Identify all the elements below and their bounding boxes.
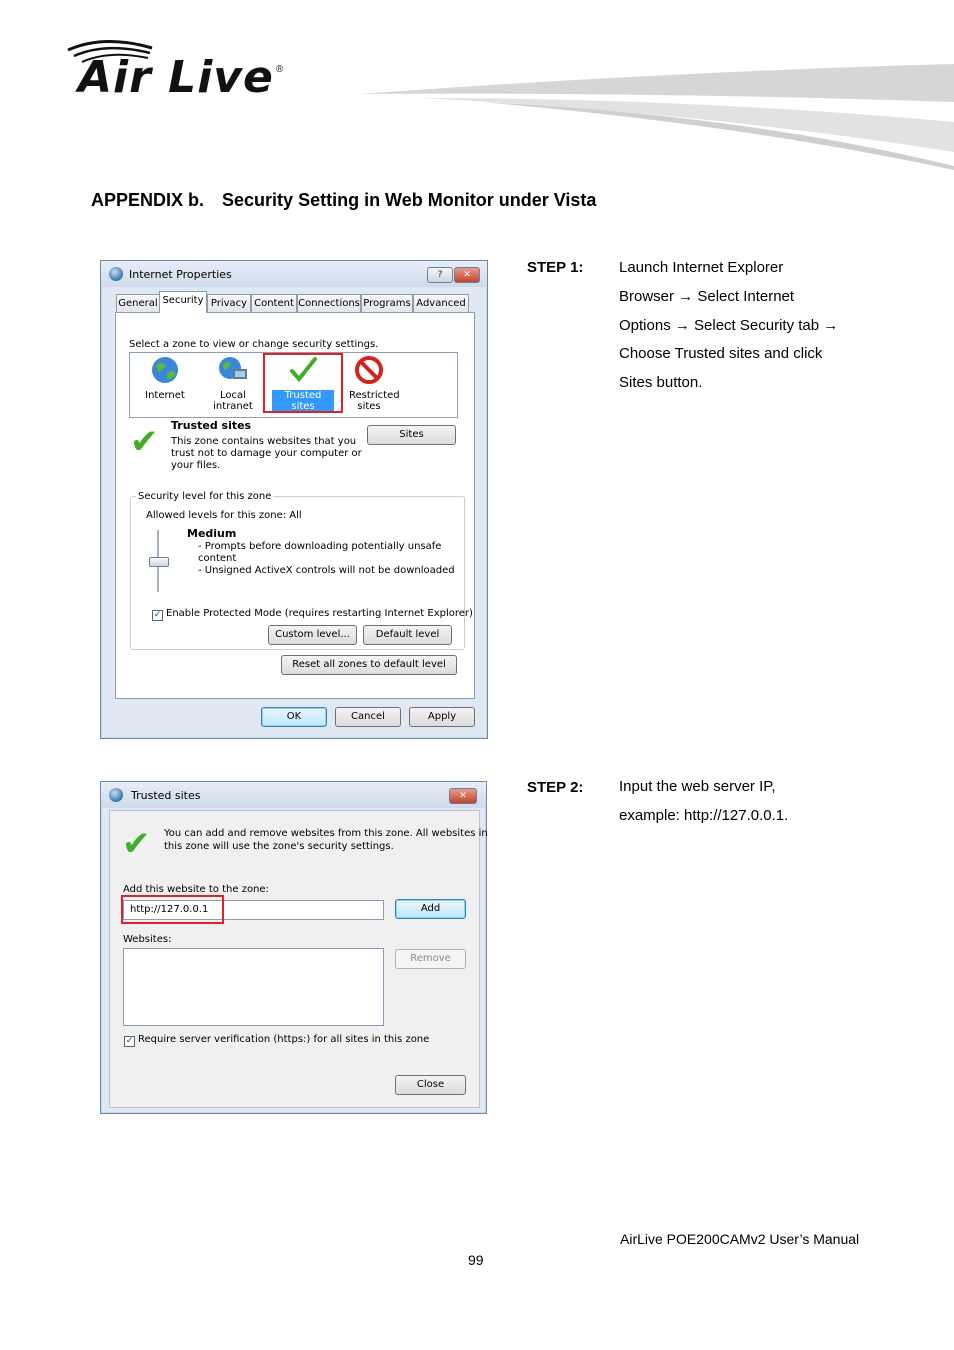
step1-line-3: Options → Select Security tab →: [619, 316, 839, 334]
zone-restricted-sites[interactable]: [340, 355, 398, 412]
zone-desc-line-2: trust not to damage your computer or: [171, 448, 362, 459]
https-check-icon: ✓: [125, 1036, 134, 1046]
tab-connections[interactable]: Connections: [297, 294, 361, 312]
step1-label: STEP 1:: [527, 259, 584, 276]
apply-button[interactable]: Apply: [409, 707, 475, 727]
appendix-title: Security Setting in Web Monitor under Vista: [222, 190, 597, 210]
https-check-label: Require server verification (https:) for all sites in this zone: [138, 1034, 430, 1045]
internet-properties-dialog: [100, 260, 488, 739]
internet-options-icon: [109, 267, 123, 281]
zone-heading: Trusted sites: [171, 419, 252, 432]
trusted-sites-dialog: [100, 781, 487, 1114]
step1-text: [619, 254, 838, 398]
default-level-button[interactable]: Default level: [363, 625, 452, 645]
close-button[interactable]: Close: [395, 1075, 466, 1095]
trusted-sites-app-icon: [109, 788, 123, 802]
reset-zones-button[interactable]: Reset all zones to default level: [281, 655, 457, 675]
allowed-levels-text: Allowed levels for this zone: All: [146, 510, 302, 521]
zone-internet-label: Internet: [145, 390, 185, 401]
security-level-group-label: Security level for this zone: [138, 491, 272, 502]
step1-line-1: Launch Internet Explorer: [619, 259, 784, 276]
tab-security[interactable]: Security: [159, 291, 207, 313]
step2-label: STEP 2:: [527, 779, 584, 796]
cancel-button[interactable]: Cancel: [335, 707, 401, 727]
appendix-heading: [91, 190, 596, 211]
info-line-1: You can add and remove websites from this zone. All websites in: [164, 828, 488, 839]
level-desc-line-1: - Prompts before downloading potentially unsafe: [198, 541, 442, 552]
trusted-sites-highlight: [263, 353, 343, 413]
trusted-titlebar: [101, 782, 486, 808]
step2-line-1: Input the web server IP,: [619, 778, 776, 795]
protected-mode-checkbox[interactable]: [152, 608, 473, 621]
protected-mode-label: Enable Protected Mode (requires restarting Internet Explorer): [166, 608, 473, 619]
airlive-logo: Air Live: [78, 52, 274, 103]
appendix-label: APPENDIX b.: [91, 190, 205, 210]
zone-desc-line-3: your files.: [171, 460, 221, 471]
add-button[interactable]: Add: [395, 899, 466, 919]
step1-line-4: Choose Trusted sites and click: [619, 345, 823, 363]
https-checkbox[interactable]: [124, 1034, 429, 1047]
step1-line-5: Sites button.: [619, 374, 703, 392]
trusted-close-window-button[interactable]: ✕: [449, 788, 477, 804]
trusted-zone-check-icon: ✔: [130, 422, 159, 462]
info-line-2: this zone will use the zone's security settings.: [164, 841, 394, 852]
add-website-label: Add this website to the zone:: [123, 884, 269, 895]
tab-privacy[interactable]: Privacy: [207, 294, 251, 312]
custom-level-button[interactable]: Custom level...: [268, 625, 357, 645]
tab-content[interactable]: Content: [251, 294, 297, 312]
step2-line-2: example: http://127.0.0.1.: [619, 806, 789, 824]
security-tab-panel: [115, 312, 475, 699]
websites-label: Websites:: [123, 934, 172, 945]
website-url-value: http://127.0.0.1: [130, 904, 209, 915]
security-slider-thumb[interactable]: [149, 557, 169, 567]
trusted-title: Trusted sites: [131, 789, 201, 802]
zone-internet[interactable]: [134, 355, 196, 401]
zone-desc-line-1: This zone contains websites that you: [171, 436, 357, 447]
page-number: 99: [468, 1252, 484, 1268]
registered-mark: ®: [276, 64, 284, 75]
zone-restricted-sites-label: Restricted sites: [349, 390, 400, 412]
tab-programs[interactable]: Programs: [361, 294, 413, 312]
level-desc-line-3: - Unsigned ActiveX controls will not be downloaded: [198, 565, 455, 576]
step2-text: [619, 773, 788, 831]
header-decoration: [360, 62, 954, 172]
remove-button[interactable]: Remove: [395, 949, 466, 969]
zone-trusted-sites-label: Trusted sites: [272, 390, 334, 412]
dialog-titlebar: [101, 261, 487, 287]
trusted-body: [109, 810, 488, 1108]
tab-general[interactable]: General: [116, 294, 160, 312]
help-button[interactable]: ?: [427, 267, 453, 283]
zone-local-intranet[interactable]: [200, 355, 266, 412]
url-highlight: [121, 895, 224, 924]
security-level-name: Medium: [187, 527, 237, 540]
intranet-icon: [217, 355, 249, 385]
ok-button[interactable]: OK: [261, 707, 327, 727]
close-window-button[interactable]: ✕: [454, 267, 480, 283]
globe-icon: [150, 355, 180, 385]
select-zone-text: Select a zone to view or change security settings.: [129, 339, 379, 350]
protected-mode-check-icon: ✓: [153, 610, 162, 620]
level-desc-line-2: content: [198, 553, 237, 564]
sites-button[interactable]: Sites: [367, 425, 456, 445]
trusted-info-check-icon: ✔: [122, 824, 151, 864]
tab-advanced[interactable]: Advanced: [413, 294, 469, 312]
restricted-icon: [354, 355, 384, 385]
step1-line-2: Browser → Select Internet: [619, 287, 795, 305]
dialog-title: Internet Properties: [129, 268, 232, 281]
zone-local-intranet-label: Local intranet: [213, 390, 253, 412]
websites-list[interactable]: [123, 948, 384, 1026]
footer-manual-title: AirLive POE200CAMv2 User’s Manual: [620, 1231, 860, 1247]
